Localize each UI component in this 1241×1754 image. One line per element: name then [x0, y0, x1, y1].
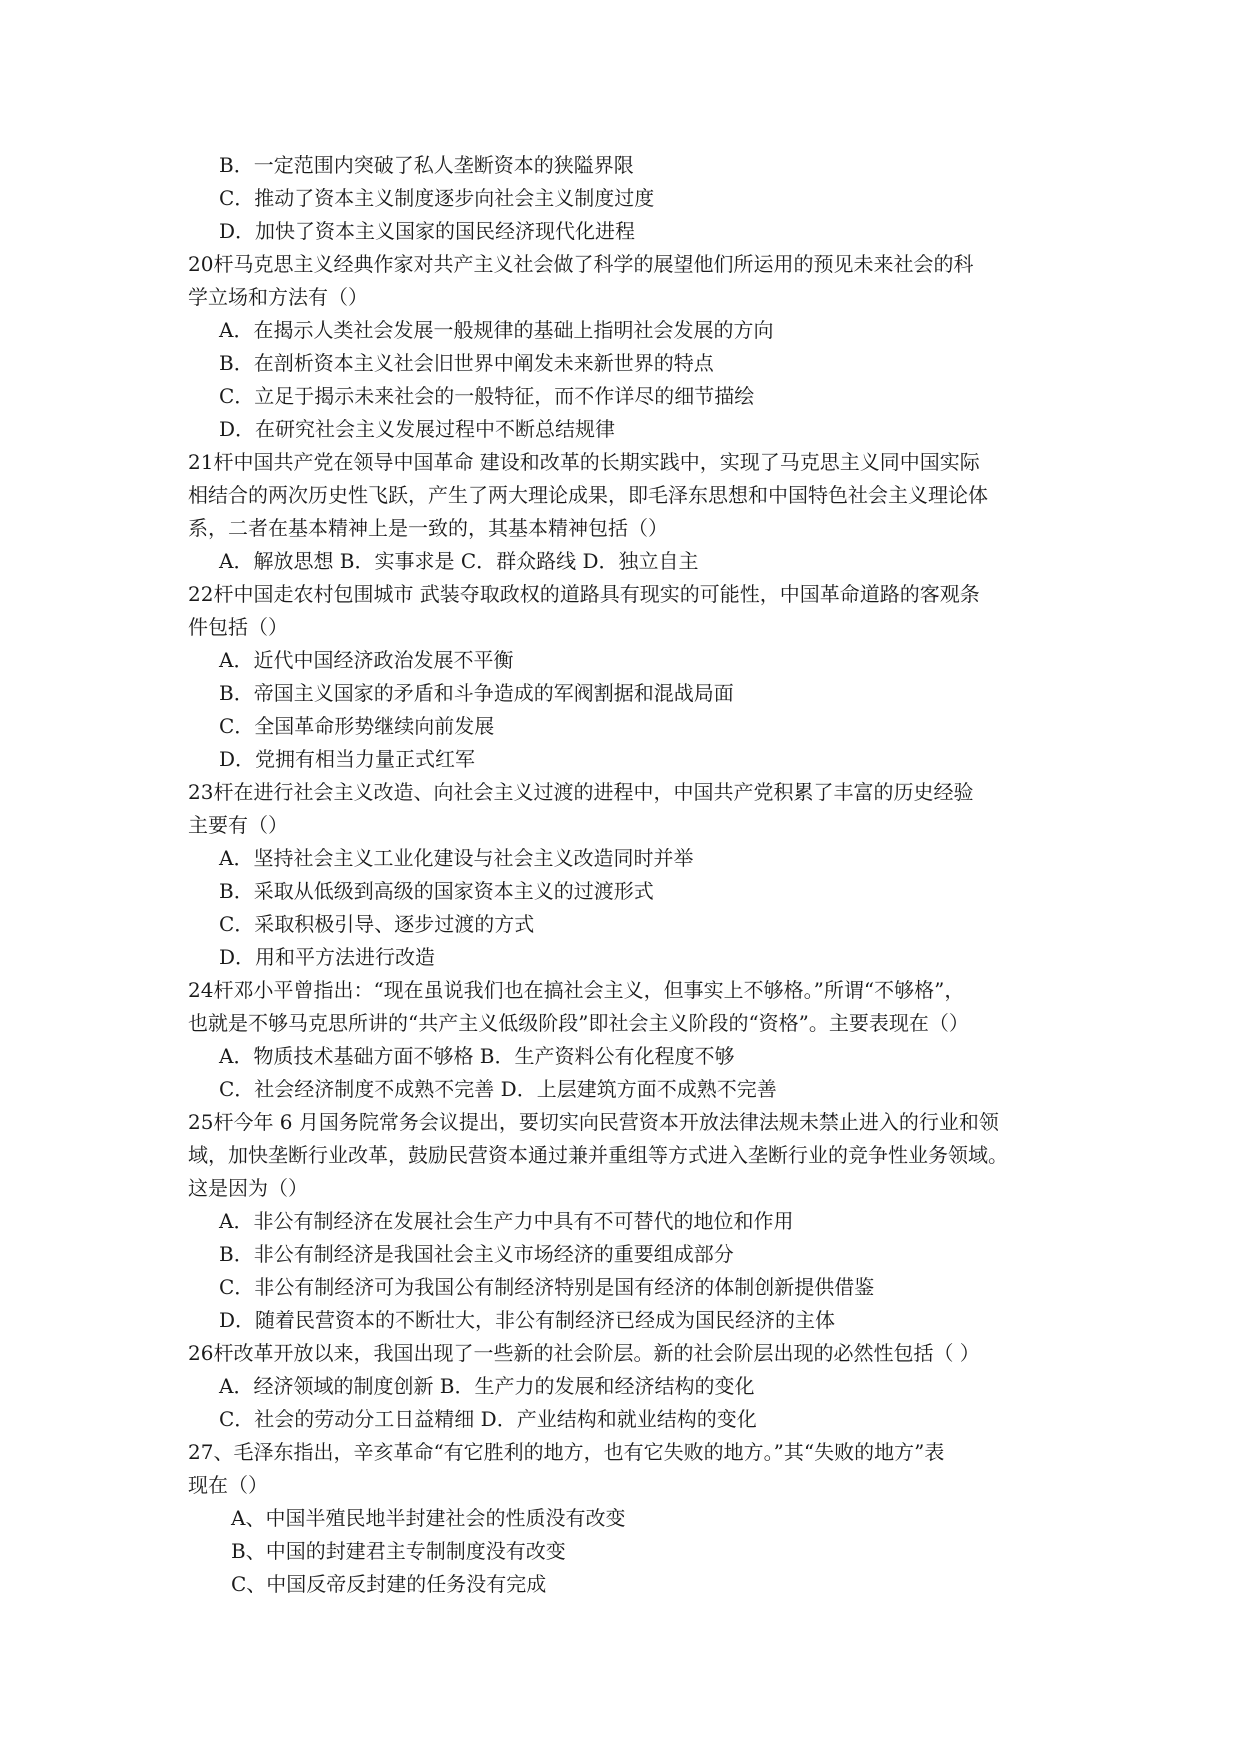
question-text-line: 学立场和方法有（） [188, 285, 368, 309]
question-text-line: 25杆今年 6 月国务院常务会议提出，要切实向民营资本开放法律法规未禁止进入的行业和领 [188, 1110, 999, 1134]
question-text-line: 相结合的两次历史性飞跃，产生了两大理论成果，即毛泽东思想和中国特色社会主义理论体 [188, 483, 988, 507]
answer-option-line: A．在揭示人类社会发展一般规律的基础上指明社会发展的方向 [219, 318, 774, 342]
answer-option-line: D．随着民营资本的不断壮大，非公有制经济已经成为国民经济的主体 [219, 1308, 836, 1332]
answer-option-line: B．非公有制经济是我国社会主义市场经济的重要组成部分 [219, 1242, 734, 1266]
answer-option-line: B、中国的封建君主专制制度没有改变 [231, 1539, 566, 1563]
question-text-line: 27、毛泽东指出，辛亥革命“有它胜利的地方，也有它失败的地方。”其“失败的地方”表 [188, 1440, 945, 1464]
question-text-line: 域，加快垄断行业改革，鼓励民营资本通过兼并重组等方式进入垄断行业的竞争性业务领域。 [188, 1143, 1008, 1167]
answer-option-line: C．社会经济制度不成熟不完善 D．上层建筑方面不成熟不完善 [219, 1077, 777, 1101]
answer-option-line: C．采取积极引导、逐步过渡的方式 [219, 912, 535, 936]
answer-option-line: A．坚持社会主义工业化建设与社会主义改造同时并举 [219, 846, 694, 870]
answer-option-line: D．在研究社会主义发展过程中不断总结规律 [219, 417, 616, 441]
answer-option-line: B．帝国主义国家的矛盾和斗争造成的军阀割据和混战局面 [219, 681, 734, 705]
answer-option-line: A．物质技术基础方面不够格 B．生产资料公有化程度不够 [219, 1044, 735, 1068]
answer-option-line: C．非公有制经济可为我国公有制经济特别是国有经济的体制创新提供借鉴 [219, 1275, 875, 1299]
answer-option-line: A、中国半殖民地半封建社会的性质没有改变 [231, 1506, 626, 1530]
question-text-line: 也就是不够马克思所讲的“共产主义低级阶段”即社会主义阶段的“资格”。主要表现在（） [188, 1011, 969, 1035]
question-text-line: 22杆中国走农村包围城市 武装夺取政权的道路具有现实的可能性，中国革命道路的客观条 [188, 582, 980, 606]
answer-option-line: A．近代中国经济政治发展不平衡 [219, 648, 514, 672]
answer-option-line: D．用和平方法进行改造 [219, 945, 436, 969]
answer-option-line: B．在剖析资本主义社会旧世界中阐发未来新世界的特点 [219, 351, 714, 375]
answer-option-line: C．立足于揭示未来社会的一般特征，而不作详尽的细节描绘 [219, 384, 755, 408]
answer-option-line: A．非公有制经济在发展社会生产力中具有不可替代的地位和作用 [219, 1209, 794, 1233]
answer-option-line: B．一定范围内突破了私人垄断资本的狭隘界限 [219, 153, 634, 177]
answer-option-line: C．推动了资本主义制度逐步向社会主义制度过度 [219, 186, 655, 210]
answer-option-line: A．解放思想 B．实事求是 C．群众路线 D．独立自主 [219, 549, 699, 573]
question-text-line: 21杆中国共产党在领导中国革命 建设和改革的长期实践中，实现了马克思主义同中国实际 [188, 450, 980, 474]
question-text-line: 件包括（） [188, 615, 288, 639]
question-text-line: 这是因为（） [188, 1176, 308, 1200]
answer-option-line: B．采取从低级到高级的国家资本主义的过渡形式 [219, 879, 654, 903]
question-text-line: 23杆在进行社会主义改造、向社会主义过渡的进程中，中国共产党积累了丰富的历史经验 [188, 780, 974, 804]
document-body [188, 149, 1088, 1601]
answer-option-line: D．党拥有相当力量正式红军 [219, 747, 476, 771]
answer-option-line: C．全国革命形势继续向前发展 [219, 714, 495, 738]
question-text-line: 主要有（） [188, 813, 288, 837]
answer-option-line: A．经济领域的制度创新 B．生产力的发展和经济结构的变化 [219, 1374, 755, 1398]
answer-option-line: D．加快了资本主义国家的国民经济现代化进程 [219, 219, 636, 243]
question-text-line: 现在（） [188, 1473, 268, 1497]
question-text-line: 系，二者在基本精神上是一致的，其基本精神包括（） [188, 516, 668, 540]
question-text-line: 26杆改革开放以来，我国出现了一些新的社会阶层。新的社会阶层出现的必然性包括（ ） [188, 1341, 980, 1365]
answer-option-line: C、中国反帝反封建的任务没有完成 [231, 1572, 547, 1596]
question-text-line: 20杆马克思主义经典作家对共产主义社会做了科学的展望他们所运用的预见未来社会的科 [188, 252, 974, 276]
question-text-line: 24杆邓小平曾指出：“现在虽说我们也在搞社会主义，但事实上不够格。”所谓“不够格”， [188, 978, 965, 1002]
answer-option-line: C．社会的劳动分工日益精细 D．产业结构和就业结构的变化 [219, 1407, 757, 1431]
